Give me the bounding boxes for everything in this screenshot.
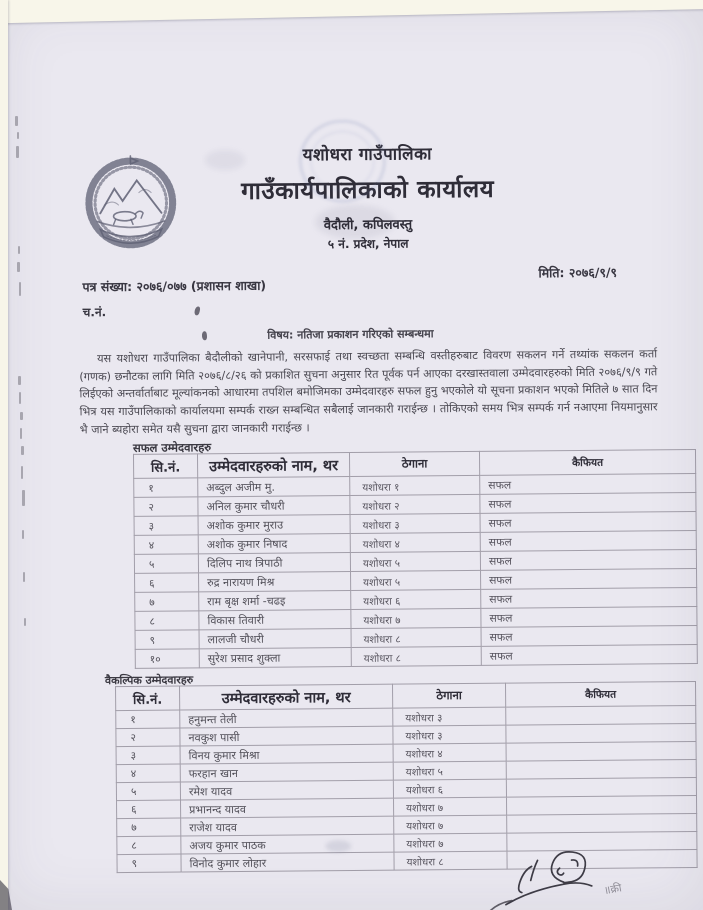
subject-line: विषय: नतिजा प्रकाशन गरिएको सम्बन्धमा	[267, 327, 434, 342]
cell-name: रमेश यादव	[180, 780, 393, 800]
cell-name: नवकुश पासी	[180, 726, 393, 746]
alternate-candidates-table	[115, 681, 698, 873]
cell-name: अनिल कुमार चौधरी	[198, 496, 350, 516]
scan-artifact	[19, 282, 21, 296]
scan-artifact	[15, 116, 18, 126]
cell-address: यशोधरा ७	[394, 833, 507, 852]
successful-candidates-label: सफल उम्मेदवारहरु	[132, 440, 212, 455]
cell-address: यशोधरा १	[350, 475, 480, 495]
cell-remark	[506, 706, 696, 726]
cell-address: यशोधरा ७	[351, 608, 481, 628]
cell-sn: ७	[135, 592, 199, 612]
letter-ref-number: पत्र संख्या: २०७६/०७७ (प्रशासन शाखा)	[82, 277, 267, 295]
cell-remark: सफल	[481, 568, 697, 589]
col-remarks: कैफियत	[479, 449, 695, 475]
cell-sn: ४	[116, 764, 180, 783]
cell-remark: सफल	[481, 587, 697, 608]
cell-sn: ९	[135, 630, 199, 650]
cell-remark: सफल	[480, 492, 696, 513]
cell-remark: सफल	[481, 625, 697, 646]
cell-address: यशोधरा ६	[351, 589, 481, 609]
cell-sn: १	[116, 710, 180, 729]
cell-address: यशोधरा ८	[351, 627, 481, 647]
scan-artifact	[21, 466, 23, 479]
scan-artifact	[19, 392, 21, 404]
cell-address: यशोधरा ५	[351, 570, 481, 590]
cell-name: अशोक कुमार मुराउ	[198, 515, 350, 535]
letter-date: मिति: २०७६/९/९	[538, 264, 618, 281]
cell-address: यशोधरा ५	[393, 761, 506, 780]
scan-artifact	[17, 262, 20, 272]
cell-sn: ३	[116, 746, 180, 765]
scan-artifact	[17, 132, 19, 139]
cell-sn: ५	[134, 554, 198, 574]
cell-sn: ८	[117, 836, 181, 855]
address-line2: ५ नं. प्रदेश, नेपाल	[327, 236, 409, 252]
cell-name: राम बृक्ष शर्मा -चढइ	[199, 591, 351, 611]
scan-artifact	[18, 376, 21, 385]
col-address: ठेगाना	[349, 451, 479, 476]
address-line1: वैदौली, कपिलवस्तु	[323, 217, 413, 234]
cell-remark: सफल	[480, 511, 696, 532]
cell-sn: ४	[134, 535, 198, 555]
cell-remark	[506, 796, 696, 816]
cell-address: यशोधरा ३	[393, 707, 506, 726]
cell-name: विनय कुमार मिश्रा	[180, 744, 393, 764]
cell-name: रुद्र नारायण मिश्र	[199, 572, 351, 592]
cell-address: यशोधरा ५	[350, 551, 480, 571]
cell-sn: ७	[117, 818, 181, 837]
cell-address: यशोधरा २	[350, 494, 480, 514]
scan-artifact	[20, 428, 22, 439]
scan-artifact	[18, 246, 20, 254]
cell-name: राजेश यादव	[181, 816, 394, 836]
cell-address: यशोधरा ४	[350, 532, 480, 552]
scan-artifact	[22, 530, 24, 539]
cell-name: अशोक कुमार निषाद	[198, 534, 350, 554]
handwritten-note: ॥क्री	[602, 881, 623, 898]
cell-name: लालजी चौधरी	[199, 629, 351, 649]
table-row	[135, 644, 697, 668]
cell-sn: ९	[117, 854, 181, 873]
cell-sn: ६	[117, 800, 181, 819]
cell-name: सुरेश प्रसाद शुक्ला	[199, 648, 351, 668]
scan-artifact	[23, 572, 25, 582]
cell-address: यशोधरा ७	[394, 815, 507, 834]
cell-sn: ६	[135, 573, 199, 593]
cell-address: यशोधरा ७	[393, 797, 506, 816]
office-name: गाउँकार्यपालिकाको कार्यालय	[241, 174, 495, 205]
cell-sn: ५	[116, 782, 180, 801]
cell-name: अजय कुमार पाठक	[181, 834, 394, 854]
cell-remark	[506, 742, 696, 762]
cell-remark: सफल	[481, 606, 697, 627]
cell-address: यशोधरा ८	[394, 851, 507, 870]
scan-artifact	[24, 618, 26, 626]
cell-name: फरहान खान	[180, 762, 393, 782]
successful-candidates-table	[133, 449, 698, 669]
letter-body: यस यशोधरा गाउँपालिका बैदौलीको खानेपानी, सरसफाई तथा स्वच्छता सम्बन्धि वस्तीहरुबाट विवरण सकलन गर्ने तथ्यांक सकलन कर्ता (गणक) छनौटका लागि मिति २०७६/८/२६ को प्रकाशित सुचना अनुसार रित पूर्वक पर्न आएका दरखास्तवाला उम्मेदवारहरुको मिति २०७६/९/९ गते लिईएको अन्तर्वार्ताबाट मूल्यांकनको आधारमा तपशिल बमोजिमका उम्मेदवारहरु सफल हुनु भएकोले यो सूचना प्रकाशन भएको मितिले ७ सात दिन भित्र यस गाउँपालिकाको कार्यालयमा सम्पर्क राख्न सम्बन्धित सबैलाई जानकारी गराईन्छ । तोकिएको समय भित्र सम्पर्क गर्न नआएमा नियमानुसार भै जाने ब्यहोरा समेत यसै सुचना द्वारा जानकारी गराईन्छ ।	[79, 347, 658, 437]
cell-address: यशोधरा ४	[393, 743, 506, 762]
cell-name: विकास तिवारी	[199, 610, 351, 630]
dispatch-number-label: च.नं.	[82, 305, 107, 320]
cell-sn: २	[134, 497, 198, 517]
cell-name: हनुमन्त तेली	[180, 708, 393, 728]
col-candidate-name: उम्मेदवारहरुको नाम, थर	[180, 684, 393, 710]
col-address: ठेगाना	[393, 683, 506, 708]
cell-address: यशोधरा ३	[393, 725, 506, 744]
alternate-candidates-label: वैकल्पिक उम्मेदवारहरु	[104, 673, 194, 688]
cell-sn: १०	[135, 649, 199, 669]
cell-remark: सफल	[480, 530, 696, 551]
cell-remark	[506, 724, 696, 744]
cell-remark: सफल	[481, 644, 697, 665]
faded-stamp	[299, 120, 386, 203]
scan-artifact	[16, 146, 19, 158]
col-serial-number: सि.नं.	[116, 686, 180, 711]
cell-name: प्रभानन्द यादव	[181, 798, 394, 818]
col-remarks: कैफियत	[505, 682, 695, 708]
cell-address: यशोधरा ३	[350, 513, 480, 533]
cell-remark: सफल	[480, 549, 696, 570]
cell-address: यशोधरा ६	[393, 779, 506, 798]
cell-sn: ८	[135, 611, 199, 631]
cell-remark	[506, 778, 696, 798]
scan-artifact	[22, 490, 25, 506]
cell-name: अब्दुल अजीम मु.	[198, 477, 350, 497]
ink-mark	[194, 306, 201, 316]
cell-remark: सफल	[480, 473, 696, 494]
cell-sn: २	[116, 728, 180, 747]
scan-artifact	[21, 446, 24, 455]
col-candidate-name: उम्मेदवारहरुको नाम, थर	[197, 453, 349, 478]
cell-remark	[507, 814, 697, 834]
handwritten-signature	[471, 845, 682, 910]
cell-remark	[506, 760, 696, 780]
cell-sn: १	[134, 478, 198, 498]
cell-name: विनोद कुमार लोहार	[181, 852, 394, 872]
scan-artifact	[20, 412, 23, 420]
scanner-edge-left	[0, 0, 8, 910]
cell-sn: ३	[134, 516, 198, 536]
col-serial-number: सि.नं.	[133, 454, 197, 479]
cell-name: दिलिप नाथ त्रिपाठी	[198, 553, 350, 573]
cell-address: यशोधरा ८	[351, 646, 481, 666]
municipality-name: यशोधरा गाउँपालिका	[302, 144, 433, 166]
